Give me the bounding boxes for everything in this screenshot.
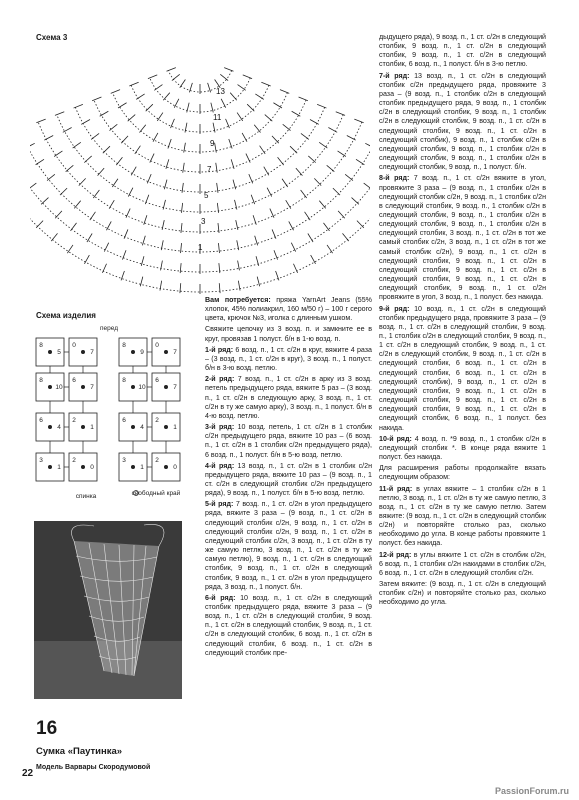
motif-label: 2 [155,457,159,464]
stitch-mark [103,146,110,153]
stitch-mark [282,179,288,187]
motif-center-dot [48,425,52,429]
motif-center-dot [131,465,135,469]
stitch-mark [71,223,77,231]
motif-label: 2 [72,417,76,424]
motif-label: 0 [72,342,76,349]
paragraph [205,375,372,421]
stitch-mark [135,146,141,154]
paragraph [379,72,546,173]
motif-center-dot [48,465,52,469]
motif-center-dot [81,350,85,354]
stitch-mark [168,139,171,148]
stitch-mark [317,104,326,108]
stitch-mark [66,165,74,171]
stitch-mark [124,229,128,238]
stitch-mark [74,104,83,108]
stitch-mark [180,80,186,88]
paragraph [379,435,546,462]
row-label: 1-й ряд: [205,345,234,354]
stitch-mark [314,178,321,185]
stitch-mark [81,119,90,124]
stitch-mark [36,221,43,228]
stitch-mark [180,283,181,293]
site-watermark: PassionForum.ru [494,786,569,796]
paragraph-text: пряжа YarnArt Jeans (55% хлопок, 45% полиакрил, 160 м/50 г) – 100 г серого цвета, крючок №3, иголка с длинным ушком. [205,296,372,323]
stitch-mark [36,159,44,164]
motif-label: 7 [90,349,94,356]
motif-center-dot [164,350,168,354]
paragraph-text: 7 возд. п., 1 ст. с/2н вяжите в угол, провяжите 3 раза – (9 возд. п., 1 столбик с/2н в следующий столбик с/2н, 9 возд. п., 1 столбик с/2н в следующий столбик, 9 возд. п., 1 столбик с/2н в следующий столбик, 9 возд. п., 1 столбик с/2н в следующий столбик, 9 возд. п., 1 столбик с/2н в следующий столбик, 3 возд. п., 1 ст. с/2н в тот же самый столбик с/2н, 3 возд. п., 1 ст. с/2н в тот же самый столбик с/2н), 9 возд. п., 1 ст. с/2н в следующий столбик, 9 возд. п., 1 ст. с/2н в следующий столбик, 9 возд. п., 1 ст. с/2н в следующий столбик, 9 возд. п., 1 ст. с/2н в следующий столбик, 9 возд. п., 1 ст. с/2н провяжите в угол, 3 возд. п., 1 полуст. без накида. [379,174,546,302]
stitch-mark [260,146,266,154]
motif-label: 0 [173,464,177,471]
paragraph [379,305,546,433]
crochet-chart [30,38,370,300]
label-back: спинка [75,493,97,500]
stitch-mark [180,263,181,273]
stitch-mark [305,212,311,220]
paragraph-text: дыдущего ряда), 9 возд. п., 1 ст. с/2н в следующий столбик, 9 возд. п., 1 ст. с/2н в следующий столбик, 9 возд. п., 1 ст. с/2н в следующий столбик, 6 возд. п., 1 полуст. б/н в 3-ю петлю. [379,33,546,69]
stitch-mark [181,243,182,253]
motif-label: 7 [90,384,94,391]
stitch-mark [327,245,333,253]
stitch-mark [338,211,345,218]
motif-label: 10 [55,384,63,391]
row-label: 11-й ряд: [379,484,413,493]
stitch-mark [219,263,220,273]
motif-label: 1 [173,424,177,431]
stitch-mark [187,103,189,113]
motif-center-dot [164,465,168,469]
motif-center-dot [131,385,135,389]
scheme-product-diagram [24,318,204,506]
motif-label: 5 [57,349,61,356]
bag-photo [34,521,182,699]
stitch-mark [148,75,157,79]
stitch-mark [230,93,237,101]
paragraph-text: 4 возд. п. *9 возд. п., 1 столбик с/2н в следующий столбик *. В конце ряда вяжите 1 полуст. без накида. [379,434,546,462]
chart-row-number: 7 [207,165,212,174]
stitch-mark [172,74,180,80]
motif-center-dot [131,350,135,354]
stitch-mark [267,188,272,197]
stitch-mark [154,85,162,91]
motif-label: 8 [122,377,126,384]
motif-label: 8 [122,342,126,349]
stitch-mark [299,97,308,101]
stitch-mark [121,136,128,143]
row-label: 6-й ряд: [205,593,236,602]
paragraph-text: 7 возд. п., 1 ст. с/2н в арку из 3 возд. петель предыдущего ряда, вяжите 5 раз – (3 возд. п., 1 ст. с/2н в следующую арку, 3 возд. п., 1 ст. с/2н в ту же самую арку), 3 возд. п., 1 полуст. б/н в 4-ю возд. петлю. [205,375,372,420]
stitch-mark [160,281,162,291]
stitch-mark [354,119,363,123]
paragraph [379,174,546,302]
stitch-mark [136,94,144,99]
chart-row-number: 5 [204,191,209,200]
stitch-mark [238,281,240,291]
stitch-mark [247,104,254,111]
stitch-mark [74,201,80,209]
motif-label: 7 [173,349,177,356]
stitch-mark [365,143,370,148]
instructions-column-2 [205,296,372,660]
stitch-mark [308,156,315,163]
paragraph [205,500,372,592]
stitch-mark [219,283,220,293]
stitch-mark [221,99,226,108]
row-label: Вам потребуется: [205,296,271,304]
stitch-mark [278,157,284,165]
stitch-mark [30,183,36,189]
stitch-mark [310,119,319,124]
row-label: 12-й ряд: [379,550,412,559]
stitch-mark [296,168,303,176]
motif-label: 6 [72,377,76,384]
stitch-mark [139,125,145,133]
paragraph [379,464,546,482]
label-free-edge: свободный край [131,490,181,497]
stitch-mark [301,190,307,198]
stitch-mark [218,243,219,253]
row-label: 5-й ряд: [205,500,234,509]
paragraph [205,346,372,373]
stitch-mark [44,135,53,140]
stitch-mark [261,82,270,86]
stitch-mark [290,146,297,153]
motif-label: 0 [90,464,94,471]
paragraph [205,423,372,460]
stitch-mark [145,195,149,204]
stitch-mark [41,198,48,205]
stitch-mark [109,200,114,209]
stitch-mark [126,209,130,218]
paragraph-text: 13 возд. п., 1 ст. с/2н в 1 столбик с/2н предыдущего ряда, вяжите 10 раз – (9 возд. п., 1 ст. с/2н в следующий столбик с/2н предыдущего ряда), 9 возд. п., 1 полуст. б/н в 5-ю возд. петлю. [205,461,372,498]
stitch-mark [308,234,313,243]
motif-label: 4 [57,424,61,431]
chart-row-number: 3 [201,217,206,226]
row-label: 3-й ряд: [205,423,235,432]
row-label: 4-й ряд: [205,461,235,470]
scheme-product-title: Схема изделия [36,311,96,320]
stitch-mark [352,198,359,205]
stitch-mark [237,113,243,121]
stitch-mark [84,156,91,163]
stitch-mark [109,124,117,130]
stitch-mark [51,233,57,241]
paragraph-text: 10 возд. п., 1 ст. с/2н в следующий столбик предыдущего ряда, провяжите 3 раза – (9 возд. п., 1 ст. с/2н в следующий столбик, 9 возд. п., 1 столбик с/2н в следующий столбик, 9 возд. п., 1 ст. с/2н в следующий столбик, 9 возд. п., 1 ст. с/2н в следующий столбик, 9 возд. п., 1 ст. с/2н в следующий столбик, 6 возд. п., 1 ст. с/2н в следующий столбик, 6 возд. п., 1 ст. с/2н в следующий столбик), 9 возд. п., 1 ст. с/2н в следующий столбик, 9 возд. п., 1 ст. с/2н в следующий столбик, 9 возд. п., 1 ст. с/2н в следующий столбик, 9 возд. п., 1 ст. с/2н в следующий столбик, 6 возд. п., 1 полуст. без накида. [379,304,546,432]
stitch-mark [55,211,62,218]
motif-label: 8 [39,342,43,349]
pattern-name: Сумка «Паутинка» [36,746,123,757]
stitch-mark [102,264,106,273]
stitch-mark [118,103,127,108]
stitch-mark [336,112,345,116]
stitch-mark [264,167,269,176]
stitch-mark [328,128,337,133]
stitch-mark [104,243,108,252]
stitch-mark [182,183,183,193]
chart-row-arc [38,122,362,232]
motif-label: 6 [122,417,126,424]
stitch-mark [338,151,346,157]
stitch-mark [238,85,246,91]
stitch-mark [91,133,99,139]
motif-center-dot [81,465,85,469]
stitch-mark [131,167,136,176]
stitch-mark [323,223,329,231]
stitch-mark [98,168,105,176]
stitch-mark [345,174,353,180]
paragraph [205,594,372,658]
scheme3-title: Схема 3 [36,33,68,42]
stitch-mark [163,93,170,101]
paragraph-text: 10 возд. п., 1 ст. с/2н в следующий столбик предыдущего ряда, вяжите 3 раза – (9 возд. п., 1 ст. с/2н в следующий столбик, 9 возд. п., 1 ст. с/2н в следующий столбик, 9 возд. п., 1 ст. с/2н в следующий столбик, 6 возд. п., 1 ст. с/2н в следующий столбик, 6 возд. п., 1 ст. с/2н в следующий столбик пре- [205,593,372,657]
motif-center-dot [81,385,85,389]
paragraph [205,325,372,343]
stitch-mark [327,165,335,171]
motif-label: 9 [140,349,144,356]
chart-row-number: 9 [210,139,215,148]
instructions-column-3 [379,33,546,610]
stitch-mark [47,174,55,180]
stitch-mark [157,113,163,121]
page-number: 22 [22,768,34,779]
row-label: 2-й ряд: [205,375,235,384]
stitch-mark [181,203,182,213]
paragraph [379,551,546,578]
stitch-mark [319,142,327,148]
motif-center-dot [164,385,168,389]
stitch-mark [90,212,96,220]
stitch-mark [242,133,247,142]
row-label: 7-й ряд: [379,71,410,80]
paragraph [379,33,546,70]
stitch-mark [36,119,45,123]
row-label: 9-й ряд: [379,304,410,313]
stitch-mark [215,143,217,153]
paragraph [205,462,372,499]
stitch-mark [111,90,120,94]
motif-label: 6 [155,377,159,384]
stitch-mark [224,68,233,72]
stitch-mark [129,82,138,86]
stitch-mark [128,115,136,122]
motif-label: 6 [39,417,43,424]
stitch-mark [84,255,89,264]
stitch-mark [342,233,348,241]
stitch-mark [364,183,370,189]
stitch-mark [92,97,101,101]
stitch-mark [236,220,238,230]
motif-center-dot [131,425,135,429]
motif-center-dot [164,425,168,429]
pattern-model: Модель Варвары Скородумовой [36,764,151,771]
stitch-mark [93,190,99,198]
motif-label: 3 [39,457,43,464]
stitch-mark [286,200,291,209]
stitch-mark [147,174,151,183]
paragraph [379,580,546,607]
stitch-mark [167,68,176,72]
paragraph-text: в углы вяжите 1 ст. с/2н в столбик с/2н, 6 возд. п., 1 столбик с/2н накидами в столбик с/2н, 6 возд. п., 1 ст. с/2н в следующий столбик с/2н. [379,550,546,577]
stitch-mark [87,234,92,243]
stitch-mark [249,174,253,183]
stitch-mark [161,240,163,250]
chart-row-arc [113,93,288,152]
stitch-mark [218,223,219,233]
motif-center-dot [48,350,52,354]
chart-row-number: 11 [213,113,222,122]
stitch-mark [265,115,273,122]
chart-row-number: 13 [216,87,225,96]
stitch-mark [181,223,182,233]
paragraph-text: 13 возд. п., 1 ст. с/2н в следующий столбик с/2н предыдущего ряда, провяжите 3 раза – (9 возд. п., 1 столбик с/2н в следующий столбик предыдущего ряда, 9 возд. п., 1 столбик с/2н в следующий столбик, 9 возд. п., 1 столбик с/2н в следующий столбик, 9 возд. п., 1 ст. с/2н в следующий столбик, 9 возд. п., 1 ст. с/2н в следующий столбик), 9 возд. п., 1 столбик с/2н в следующий столбик, 9 возд. п., 1 столбик с/2н в следующий столбик, 9 возд. п., 1 столбик с/2н в следующий столбик, 9 возд. п., 1 полуст. б/н. [379,71,546,172]
pattern-number: 16 [36,718,58,739]
paragraph-text: 10 возд. петель, 1 ст. с/2н в 1 столбик с/2н предыдущего ряда, вяжите 10 раз – (6 возд. п., 1 ст. с/2н в 1 столбик с/2н предыдущего ряда), 6 возд. п., 1 полуст. б/н в 5-ю возд. петлю. [205,423,373,459]
row-label: 8-й ряд: [379,174,410,183]
stitch-mark [79,178,86,185]
motif-label: 1 [90,424,94,431]
stitch-mark [243,75,252,79]
stitch-mark [283,124,291,130]
stitch-mark [55,112,64,116]
motif-label: 7 [173,384,177,391]
stitch-mark [301,133,309,139]
stitch-mark [254,125,260,133]
motif-label: 4 [140,424,144,431]
stitch-mark [112,179,118,187]
motif-label: 0 [155,342,159,349]
stitch-mark [280,90,289,94]
motif-label: 2 [72,457,76,464]
stitch-mark [246,154,250,163]
motif-label: 3 [122,457,126,464]
stitch-mark [293,264,297,273]
motif-label: 10 [138,384,146,391]
stitch-mark [146,104,153,111]
stitch-mark [273,103,282,108]
stitch-mark [220,74,228,80]
paragraph-text: Свяжите цепочку из 3 возд. п. и замкните ее в круг, провязав 1 полуст. б/н в 1-ю возд. п. [205,325,372,343]
stitch-mark [272,229,276,238]
paragraph-text: Для расширения работы продолжайте вязать следующим образом: [379,464,546,482]
stitch-mark [67,245,73,253]
row-label: 10-й ряд: [379,434,412,443]
paragraph-text: 7 возд. п., 1 ст. с/2н в угол предыдущего ряда, вяжите 3 раза – (9 возд. п., 1 ст. с/2н в следующий столбик с/2н, 9 возд. п., 1 ст. с/2н в следующий столбик с/2н, 9 возд. п., 1 ст. с/2н в следующий столбик с/2н, 3 возд. п., 1 ст. с/2н в ту же самую петлю, 3 возд. п., 1 ст. с/2н в ту же самую петлю), 9 возд. п., 1 ст. с/2н в следующий столбик, 9 возд. п., 1 ст. с/2н в следующий столбик, 9 возд. п., 1 ст. с/2н в угол предыдущего ряда, 3 возд. п., 1 полуст. б/н. [205,500,372,591]
paragraph-text: 6 возд. п., 1 ст. с/2н в круг, вяжите 4 раза – (3 возд. п., 1 ст. с/2н в круг), 3 возд. п., 1 полуст. б/н в 3-ю возд. петлю. [205,345,372,373]
stitch-mark [162,220,164,230]
paragraph-text: в углах вяжите – 1 столбик с/2н в 1 петлю, 3 возд. п., 1 ст. с/2н в ту же самую петлю, 3 возд. п., 1 ст. с/2н в ту же самую петлю. Затем вяжите: (9 возд. п., 1 ст. с/2н в следующий столбик с/2н) и повторяйте столько раз, сколько необходимо до угла. В конце работы провяжите 1 полуст. без накида. [379,484,547,548]
motif-center-dot [48,385,52,389]
motif-label: 8 [39,377,43,384]
stitch-mark [319,201,325,209]
label-front: перед [99,325,119,332]
paragraph [205,296,372,323]
stitch-mark [289,221,294,230]
stitch-mark [163,200,165,210]
paragraph-text: Затем вяжите: (9 возд. п., 1 ст. с/2н в следующий столбик с/2н) и повторяйте столько раз, сколько необходимо до угла. [379,580,546,607]
stitch-mark [333,188,340,195]
stitch-mark [255,94,263,99]
chart-row-number: 1 [198,243,203,252]
paragraph [379,485,546,549]
stitch-mark [54,151,62,157]
stitch-mark [217,183,218,193]
stitch-mark [73,142,81,148]
stitch-mark [116,157,122,165]
stitch-mark [30,143,35,148]
stitch-mark [60,188,67,195]
stitch-mark [356,159,364,164]
motif-label: 1 [57,464,61,471]
stitch-mark [217,203,218,213]
motif-label: 2 [155,417,159,424]
stitch-mark [357,221,364,228]
motif-label: 1 [140,464,144,471]
motif-center-dot [81,425,85,429]
stitch-mark [272,136,279,143]
